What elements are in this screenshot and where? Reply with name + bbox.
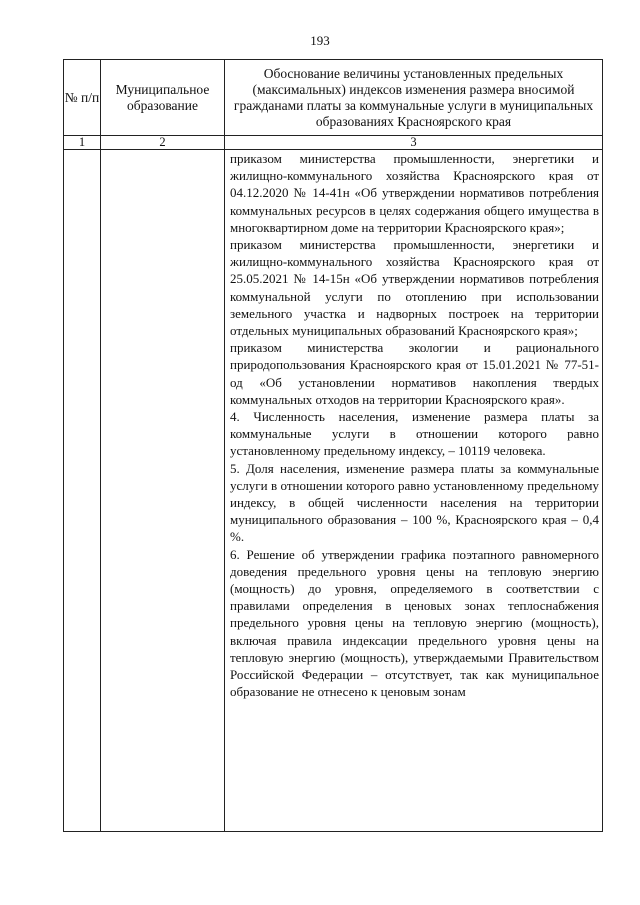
column-number-2: 2 bbox=[101, 136, 225, 150]
paragraph-heat-price-schedule: 6. Решение об утверждении графика поэтапного равномерного доведения предельного уровня цены на тепловую энергию (мощность) до уровня, определяемого в соответствии с правилами определения в ценовых зонах теплоснабжения предельного уровня цены на тепловую энергию (мощность), включая правила индексации предельного уровня цены на тепловую энергию (мощность), утверждаемыми Правительством Российской Федерации – отсутствует, так как муниципальное образование не отнесено к ценовым зонам bbox=[230, 546, 599, 700]
header-number: № п/п bbox=[64, 60, 101, 136]
paragraph-order-consumption-common: приказом министерства промышленности, энергетики и жилищно-коммунального хозяйства Красноярского края от 04.12.2020 № 14-41н «Об утверждении нормативов потребления коммунальных ресурсов в целях содержания общего имущества в многоквартирном доме на территории Красноярского края»; bbox=[230, 151, 599, 235]
paragraph-population-share: 5. Доля населения, изменение размера платы за коммунальные услуги в отношении которого равно установленному предельному индексу, в общей численности населения на территории муниципального образования – 100 %, Красноярского края – 0,4 %. bbox=[230, 460, 599, 545]
table-row bbox=[64, 150, 603, 832]
header-justification: Обоснование величины установленных предельных (максимальных) индексов изменения размера вносимой гражданами платы за коммунальные услуги в муниципальных образованиях Красноярского края bbox=[225, 60, 603, 136]
column-number-row bbox=[64, 136, 603, 150]
row-number-cell bbox=[64, 150, 101, 832]
row-justification-cell bbox=[225, 150, 603, 832]
row-municipality-cell bbox=[101, 150, 225, 832]
paragraph-order-waste: приказом министерства экологии и рационального природопользования Красноярского края от 15.01.2021 № 77-51-од «Об установлении нормативов накопления твердых коммунальных отходов на территории Красноярского края». bbox=[230, 340, 599, 407]
paragraph-population: 4. Численность населения, изменение размера платы за коммунальные услуги в отношении которого равно установленному предельному индексу, – 10119 человека. bbox=[230, 409, 599, 459]
header-municipality: Муниципальное образование bbox=[101, 60, 225, 136]
justification-table bbox=[63, 59, 603, 832]
page-number: 193 bbox=[310, 33, 330, 48]
column-number-3: 3 bbox=[225, 136, 603, 150]
paragraph-order-heating: приказом министерства промышленности, энергетики и жилищно-коммунального хозяйства Красноярского края от 25.05.2021 № 14-15н «Об утверждении нормативов потребления коммунальной услуги по отоплению при использовании земельного участка и надворных построек на территории отдельных муниципальных образований Красноярского края»; bbox=[230, 237, 599, 339]
table-header-row bbox=[64, 60, 603, 136]
column-number-1: 1 bbox=[64, 136, 101, 150]
